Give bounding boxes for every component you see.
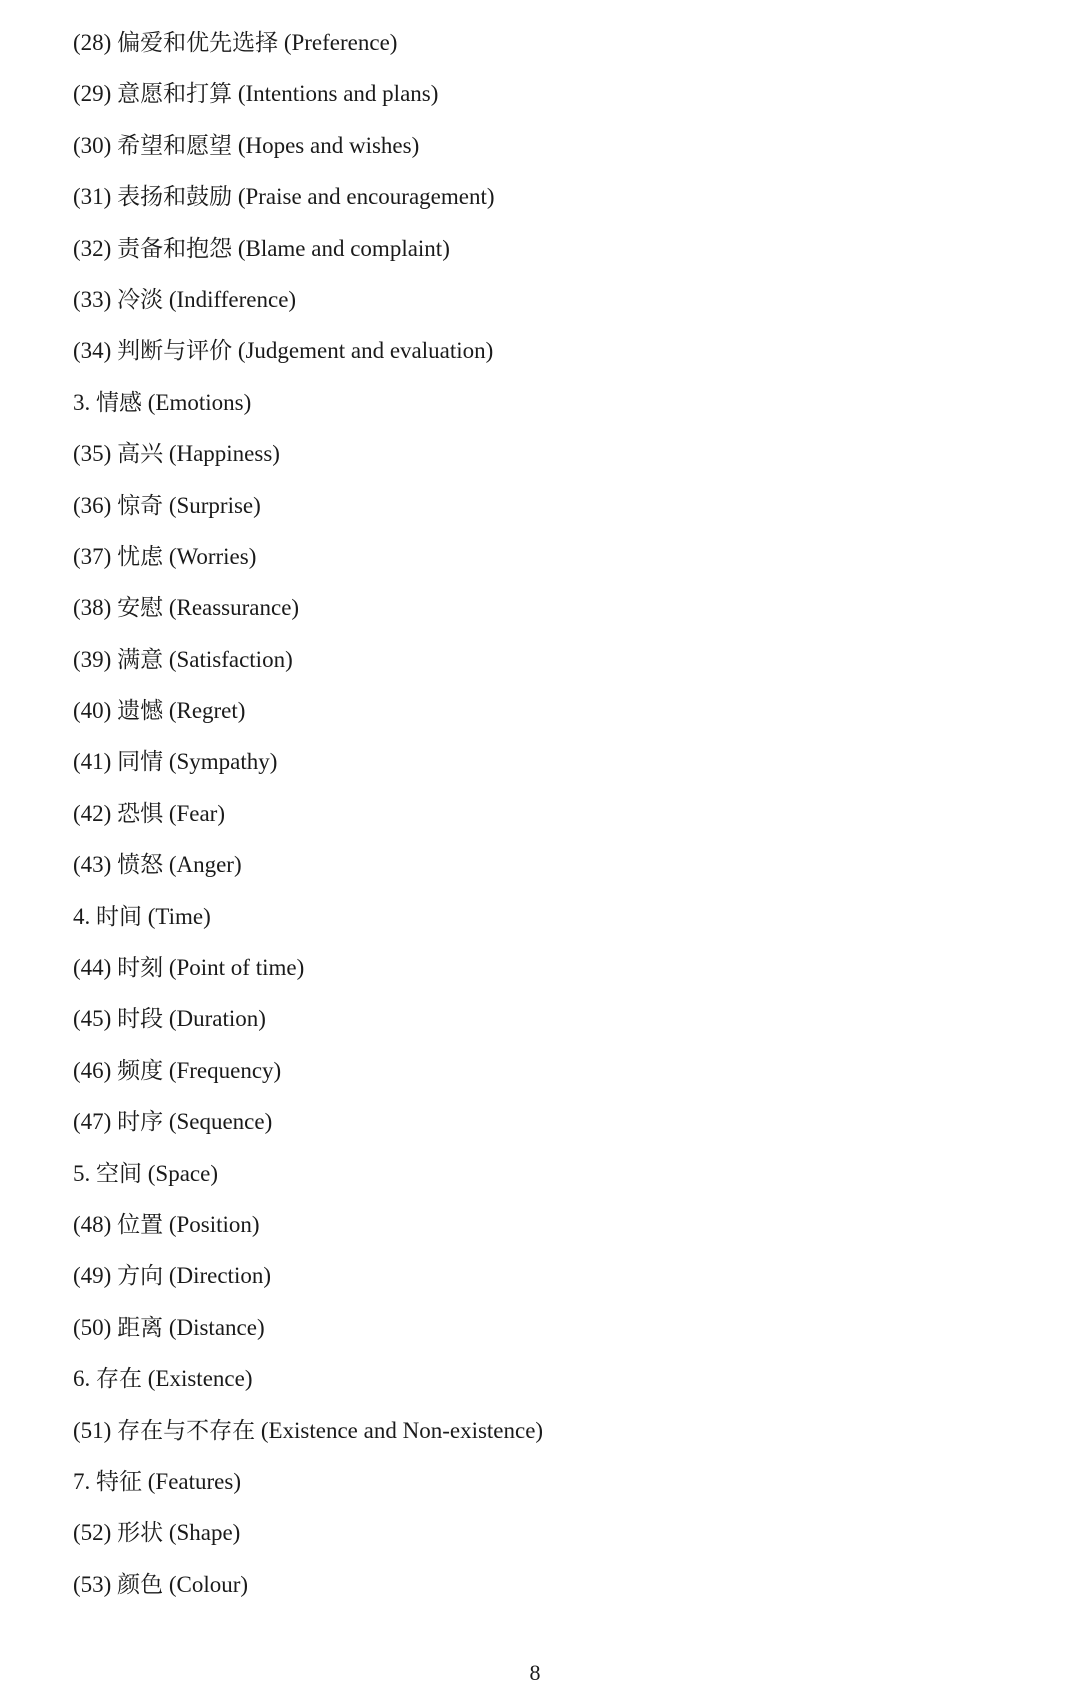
list-item: (45) 时段 (Duration) [73, 1006, 266, 1032]
list-item: (50) 距离 (Distance) [73, 1314, 265, 1340]
list-item: (46) 频度 (Frequency) [73, 1057, 282, 1083]
list-item: (29) 意愿和打算 (Intentions and plans) [73, 81, 439, 107]
section-heading: 6. 存在 (Existence) [73, 1366, 253, 1392]
list-item: (32) 责备和抱怨 (Blame and complaint) [73, 235, 450, 261]
list-item: (36) 惊奇 (Surprise) [73, 492, 261, 518]
list-item: (48) 位置 (Position) [73, 1211, 260, 1237]
section-heading: 3. 情感 (Emotions) [73, 389, 252, 415]
list-item: (39) 满意 (Satisfaction) [73, 646, 293, 672]
list-item: (44) 时刻 (Point of time) [73, 955, 305, 981]
section-heading: 4. 时间 (Time) [73, 903, 211, 929]
section-heading: 5. 空间 (Space) [73, 1160, 218, 1186]
list-item: (49) 方向 (Direction) [73, 1263, 271, 1289]
list-item: (37) 忧虑 (Worries) [73, 543, 257, 569]
list-item: (52) 形状 (Shape) [73, 1520, 241, 1546]
list-item: (42) 恐惧 (Fear) [73, 800, 226, 826]
list-item: (34) 判断与评价 (Judgement and evaluation) [73, 338, 494, 364]
list-item: (40) 遗憾 (Regret) [73, 698, 246, 724]
section-heading: 7. 特征 (Features) [73, 1468, 241, 1494]
list-item: (33) 冷淡 (Indifference) [73, 286, 297, 312]
list-item: (38) 安慰 (Reassurance) [73, 595, 300, 621]
list-item: (35) 高兴 (Happiness) [73, 441, 280, 467]
list-item: (43) 愤怒 (Anger) [73, 852, 242, 878]
list-item: (51) 存在与不存在 (Existence and Non-existence) [73, 1417, 544, 1443]
topic-list [73, 24, 543, 1617]
page-number: 8 [529, 1660, 541, 1685]
list-item: (30) 希望和愿望 (Hopes and wishes) [73, 132, 420, 158]
list-item: (53) 颜色 (Colour) [73, 1571, 249, 1597]
list-item: (47) 时序 (Sequence) [73, 1109, 273, 1135]
list-item: (31) 表扬和鼓励 (Praise and encouragement) [73, 184, 495, 210]
list-item: (28) 偏爱和优先选择 (Preference) [73, 30, 398, 55]
list-item: (41) 同情 (Sympathy) [73, 749, 278, 775]
